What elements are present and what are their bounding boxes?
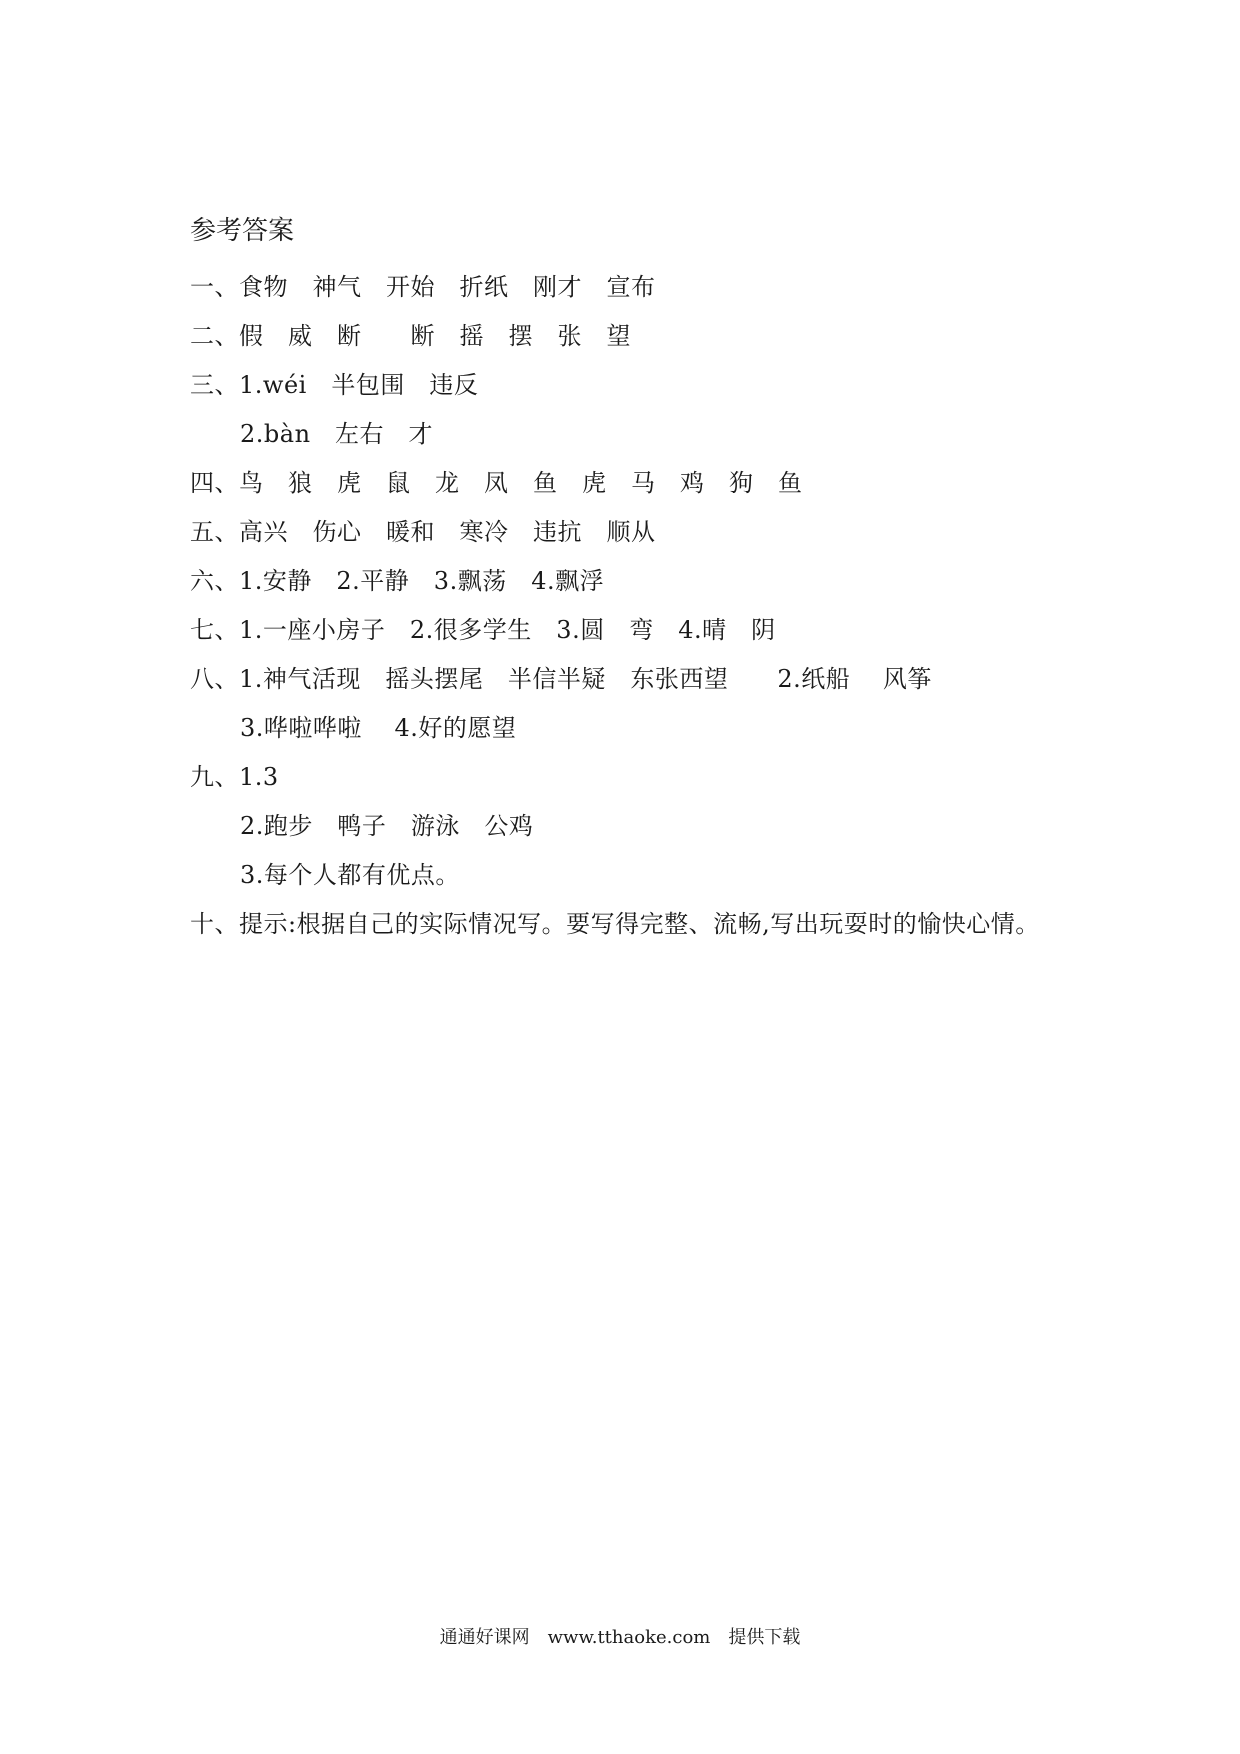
answer-line-3-sub-2: 2.bàn 左右 才 [240, 420, 434, 448]
page-footer: 通通好课网 www.tthaoke.com 提供下载 [439, 1627, 801, 1648]
answer-line-1: 一、食物 神气 开始 折纸 刚才 宣布 [190, 273, 656, 301]
answer-line-6: 六、1.安静 2.平静 3.飘荡 4.飘浮 [190, 567, 605, 595]
page-title: 参考答案 [190, 216, 295, 246]
answer-line-2: 二、假 威 断 断 摇 摆 张 望 [190, 322, 631, 350]
answer-line-9-sub-3: 3.每个人都有优点。 [240, 861, 460, 889]
answer-line-10: 十、提示:根据自己的实际情况写。要写得完整、流畅,写出玩耍时的愉快心情。 [190, 910, 1040, 938]
answer-line-9: 九、1.3 [190, 763, 279, 791]
answer-line-7: 七、1.一座小房子 2.很多学生 3.圆 弯 4.晴 阴 [190, 616, 776, 644]
answer-line-8: 八、1.神气活现 摇头摆尾 半信半疑 东张西望 2.纸船 风筝 [190, 665, 932, 693]
answer-line-4: 四、鸟 狼 虎 鼠 龙 凤 鱼 虎 马 鸡 狗 鱼 [190, 469, 803, 497]
answer-line-8-sub-2: 3.哗啦哗啦 4.好的愿望 [240, 714, 517, 742]
answer-line-5: 五、高兴 伤心 暖和 寒冷 违抗 顺从 [190, 518, 656, 546]
answer-line-9-sub-2: 2.跑步 鸭子 游泳 公鸡 [240, 812, 534, 840]
answer-line-3: 三、1.wéi 半包围 违反 [190, 371, 479, 399]
